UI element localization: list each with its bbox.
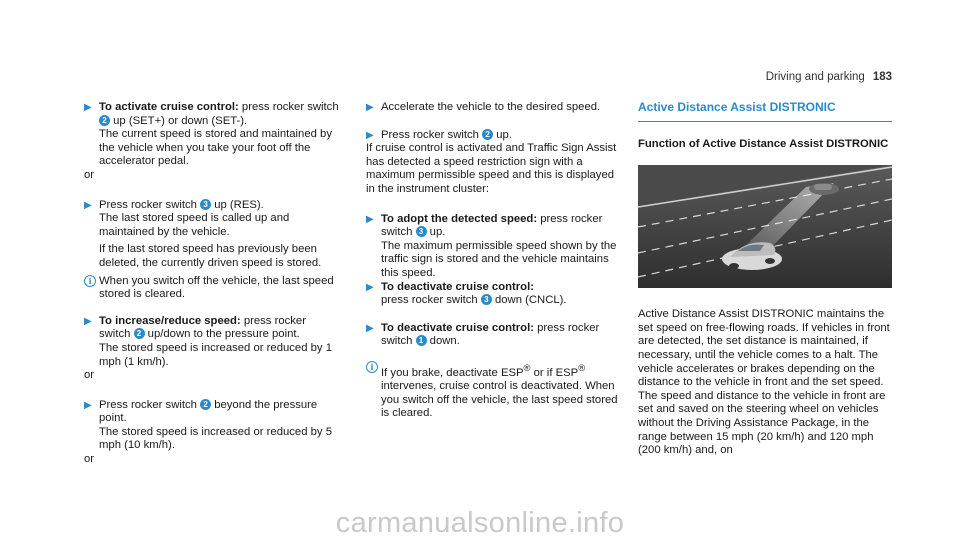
step-adopt-speed: ▶ To adopt the detected speed: press rocker switch 3 up. xyxy=(366,212,603,239)
paragraph: The current speed is stored and maintained by the vehicle when you take your foot off the accelerator pedal. xyxy=(99,128,332,168)
step-accelerate: ▶ Accelerate the vehicle to the desired speed. xyxy=(366,101,601,113)
info-icon: i xyxy=(366,361,378,373)
note-text: When you switch off the vehicle, the last speed stored is cleared. xyxy=(99,274,334,301)
column-3 xyxy=(638,101,892,458)
step-arrow-icon: ▶ xyxy=(84,199,92,211)
or-text: or xyxy=(84,369,95,382)
lead-vehicle xyxy=(809,183,839,195)
marker-1: 1 xyxy=(416,335,427,346)
step-rocker-up: ▶ Press rocker switch 2 up. xyxy=(366,128,512,141)
header-title: Driving and parking xyxy=(765,71,865,83)
marker-2: 2 xyxy=(482,129,493,140)
step-arrow-icon: ▶ xyxy=(366,129,374,141)
paragraph: If cruise control is activated and Traffic Sign Assist has detected a speed restriction sign with a maximum permissible speed and this is displayed in the instrument cluster: xyxy=(366,142,617,195)
paragraph: press rocker switch 3 down (CNCL). xyxy=(381,294,567,307)
paragraph: The maximum permissible speed shown by the traffic sign is stored and the vehicle maintains this speed. xyxy=(381,239,617,279)
step-arrow-icon: ▶ xyxy=(366,322,374,334)
note-text: If you brake, deactivate ESP® or if ESP® intervenes, cruise control is deactivated. When you switch off the vehicle, the last speed stored is cleared. xyxy=(381,361,618,420)
paragraph: If the last stored speed has previously been deleted, the currently driven speed is stored. xyxy=(99,243,322,269)
section-heading: Active Distance Assist DISTRONIC xyxy=(638,101,892,122)
marker-2: 2 xyxy=(134,328,145,339)
marker-2: 2 xyxy=(200,399,211,410)
paragraph: The stored speed is increased or reduced by 5 mph (10 km/h). xyxy=(99,425,332,452)
step-deactivate-cncl: ▶ To deactivate cruise control: xyxy=(366,280,534,293)
info-icon: i xyxy=(84,275,96,287)
step-resume: ▶ Press rocker switch 3 up (RES). xyxy=(84,198,264,211)
marker-3: 3 xyxy=(200,199,211,210)
step-arrow-icon: ▶ xyxy=(84,399,92,411)
step-increase-reduce: ▶ To increase/reduce speed: press rocker switch 2 up/down to the pressure point. xyxy=(84,314,306,341)
paragraph: The last stored speed is called up and maintained by the vehicle. xyxy=(99,212,290,238)
step-arrow-icon: ▶ xyxy=(366,213,374,225)
info-note xyxy=(84,275,340,302)
step-arrow-icon: ▶ xyxy=(366,102,374,113)
step-deactivate-down: ▶ To deactivate cruise control: press rocker switch 1 down. xyxy=(366,321,600,348)
step-beyond-pressure-point: ▶ Press rocker switch 2 beyond the pressure point. xyxy=(84,398,318,425)
page-number: 183 xyxy=(872,71,892,83)
page-header xyxy=(766,71,892,85)
step-arrow-icon: ▶ xyxy=(84,102,92,113)
paragraph: The stored speed is increased or reduced by 1 mph (1 km/h). xyxy=(99,341,332,368)
marker-2: 2 xyxy=(99,115,110,126)
step-arrow-icon: ▶ xyxy=(366,281,374,293)
info-note xyxy=(366,361,622,421)
or-text: or xyxy=(84,168,95,181)
marker-3: 3 xyxy=(416,226,427,237)
watermark: carmanualsonline.info xyxy=(335,507,625,539)
column-1 xyxy=(84,101,340,478)
or-text: or xyxy=(84,453,95,466)
distronic-illustration xyxy=(638,165,892,288)
marker-3: 3 xyxy=(481,294,492,305)
body-text: Active Distance Assist DISTRONIC maintains the set speed on free-flowing roads. If vehicles in front are detected, the set distance is maintained, if necessary, until the vehicle comes to a halt. The vehicle accelerates or brakes depending on the distance to the vehicle in front and the set speed. The speed and distance to the vehicle in front are set and saved on the steering wheel on vehicles without the Driving Assistance Package, in the range between 15 mph (20 km/h) and 120 mph (200 km/h) and, on xyxy=(638,308,890,457)
column-2 xyxy=(366,101,622,432)
step-arrow-icon: ▶ xyxy=(84,315,92,327)
step-activate-cruise: ▶ To activate cruise control: press rocker switch 2 up (SET+) or down (SET-). xyxy=(84,101,339,127)
subheading: Function of Active Distance Assist DISTRONIC xyxy=(638,137,889,150)
